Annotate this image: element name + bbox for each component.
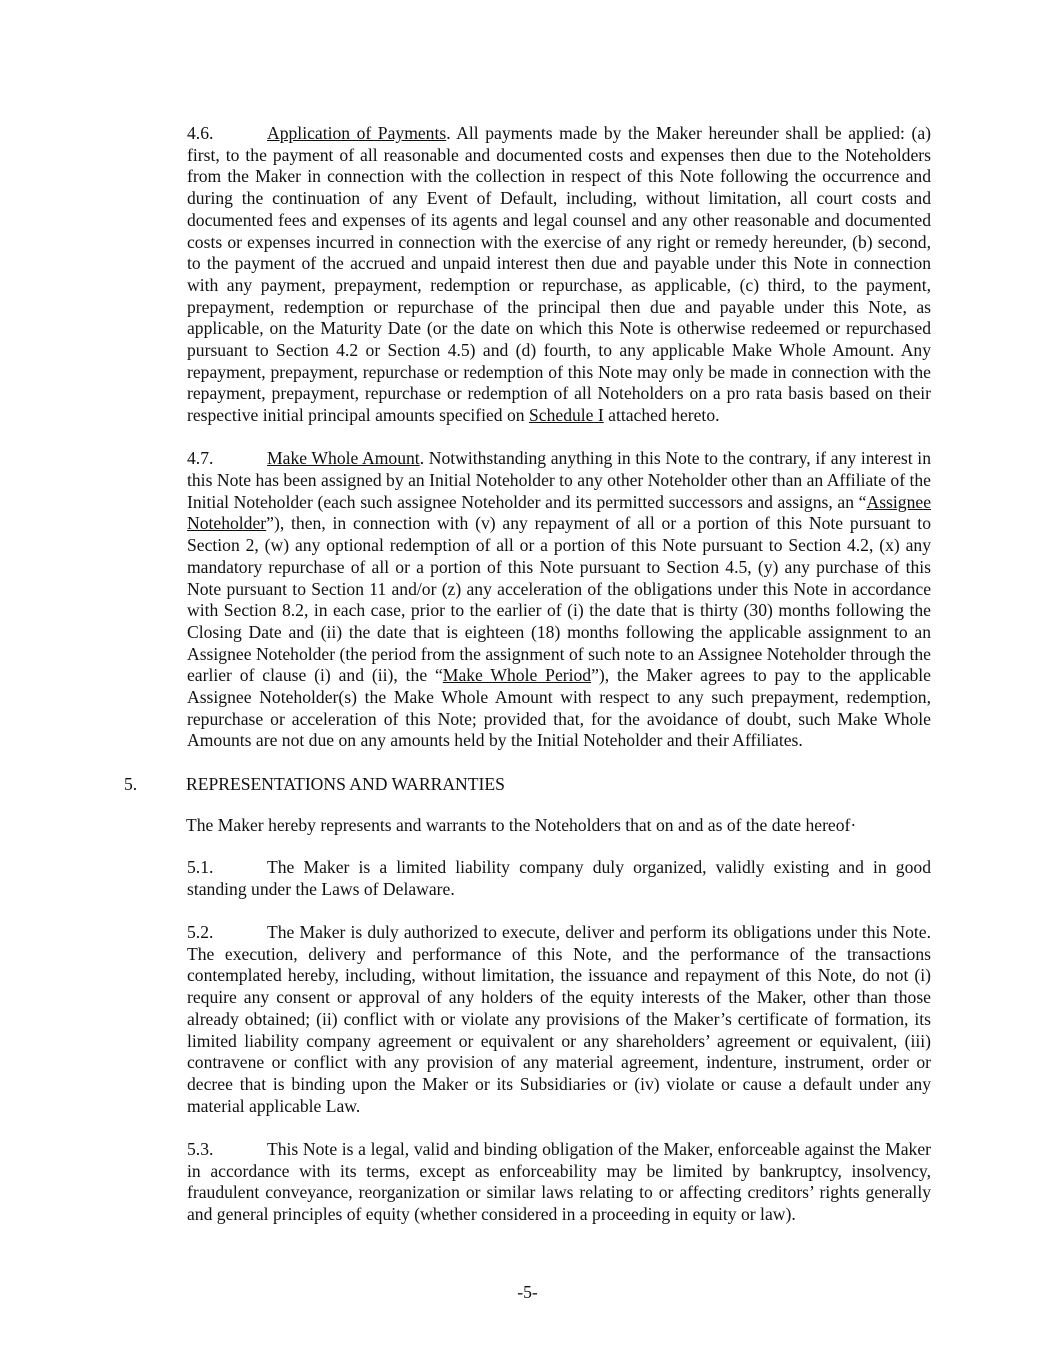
schedule-reference: Schedule I: [529, 405, 604, 426]
paragraph-number: 4.6.: [187, 123, 214, 143]
paragraph-text: . All payments made by the Maker hereunder shall be applied: (a) first, to the payment of all reasonable and documented costs and expenses then due to the Noteholders from the Maker in connection with the collection in respect of this Note following the occurrence and during the continuation of any Event of Default, including, without limitation, all court costs and documented fees and expenses of its agents and legal counsel and any other reasonable and documented costs or expenses incurred in connection with the exercise of any right or remedy hereunder, (b) second, to the payment of the accrued and unpaid interest then due and payable under this Note in connection with any payment, prepayment, redemption or repurchase, as applicable, (c) third, to the payment, prepayment, redemption or repurchase of the principal then due and payable under this Note, as applicable, on the Maturity Date (or the date on which this Note is otherwise redeemed or repurchased pursuant to Section 4.2 or Section 4.5) and (d) fourth, to any applicable Make Whole Amount. Any repayment, prepayment, repurchase or redemption of this Note may only be made in connection with the repayment, prepayment, repurchase or redemption of all Noteholders on a pro rata basis based on their respective initial principal amounts specified on: [187, 123, 931, 426]
paragraph-number: 5.2.: [187, 922, 214, 942]
section-heading: [124, 774, 931, 796]
paragraph-text: The Maker is a limited liability company duly organized, validly existing and in good standing under the Laws of Delaware.: [187, 857, 931, 899]
paragraph-number: 5.1.: [187, 857, 214, 878]
paragraph-5-2: [124, 922, 931, 1117]
paragraph-number: 5.3.: [187, 1138, 214, 1159]
paragraph-4-7: [124, 448, 931, 752]
paragraph-text: . Notwithstanding anything in this Note to the contrary, if any interest in this Note has been assigned by an Initial Noteholder to any other Noteholder other than an Affiliate of the Initial Noteholder (each such assignee Noteholder and its permitted successors and assigns, an “: [187, 448, 931, 512]
paragraph-text: ”), then, in connection with (v) any repayment of all or a portion of this Note pursuant to Section 2, (w) any optional redemption of all or a portion of this Note pursuant to Section 4.2, (x) any mandatory repurchase of all or a portion of this Note pursuant to Section 4.5, (y) any purchase of this Note pursuant to Section 11 and/or (z) any acceleration of the obligations under this Note in accordance with Section 8.2, in each case, prior to the earlier of (i) the date that is thirty (30) months following the Closing Date and (ii) the date that is eighteen (18) months following the applicable assignment to an Assignee Noteholder (the period from the assignment of such note to an Assignee Noteholder through the earlier of clause (i) and (ii), the “: [187, 513, 931, 686]
page-number: -5-: [517, 1282, 538, 1302]
defined-term: Make Whole Period: [442, 665, 592, 686]
defined-term: Assignee Noteholder: [187, 491, 931, 534]
paragraph-5-3: [124, 1139, 931, 1226]
paragraph-5-1: [124, 857, 931, 900]
paragraph-text: ”), the Maker agrees to pay to the applicable Assignee Noteholder(s) the Make Whole Amount with respect to any such prepayment, redemption, repurchase or acceleration of this Note; provided that, for the avoidance of doubt, such Make Whole Amounts are not due on any amounts held by the Initial Noteholder and their Affiliates.: [187, 665, 931, 751]
section-title: REPRESENTATIONS AND WARRANTIES: [186, 773, 505, 794]
paragraph-text: attached hereto.: [603, 405, 720, 426]
paragraph-4-6: [124, 123, 931, 427]
paragraph-text: The Maker is duly authorized to execute, deliver and perform its obligations under this Note. The execution, delivery and performance of this Note, and the performance of the transactions contemplated hereby, including, without limitation, the issuance and repayment of this Note, do not (i) require any consent or approval of any holders of the equity interests of the Maker, other than those already obtained; (ii) conflict with or violate any provisions of the Maker’s certificate of formation, its limited liability company agreement or equivalent or any shareholders’ agreement or equivalent, (iii) contravene or conflict with any provision of any material agreement, indenture, instrument, order or decree that is binding upon the Maker or its Subsidiaries or (iv) violate or cause a default under any material applicable Law.: [187, 922, 931, 1116]
document-page: [124, 123, 931, 1247]
paragraph-title: Make Whole Amount: [267, 448, 420, 469]
paragraph-text: This Note is a legal, valid and binding obligation of the Maker, enforceable against the Maker in accordance with its terms, except as enforceability may be limited by bankruptcy, insolvency, fraudulent conveyance, reorganization or similar laws relating to or affecting creditors’ rights generally and general principles of equity (whether considered in a proceeding in equity or law).: [187, 1138, 931, 1224]
paragraph-title: Application of Payments: [267, 123, 447, 143]
section-number: 5.: [124, 773, 138, 794]
section-lead-text: The Maker hereby represents and warrants to the Noteholders that on and as of the date hereof·: [186, 815, 857, 836]
paragraph-number: 4.7.: [187, 448, 214, 469]
